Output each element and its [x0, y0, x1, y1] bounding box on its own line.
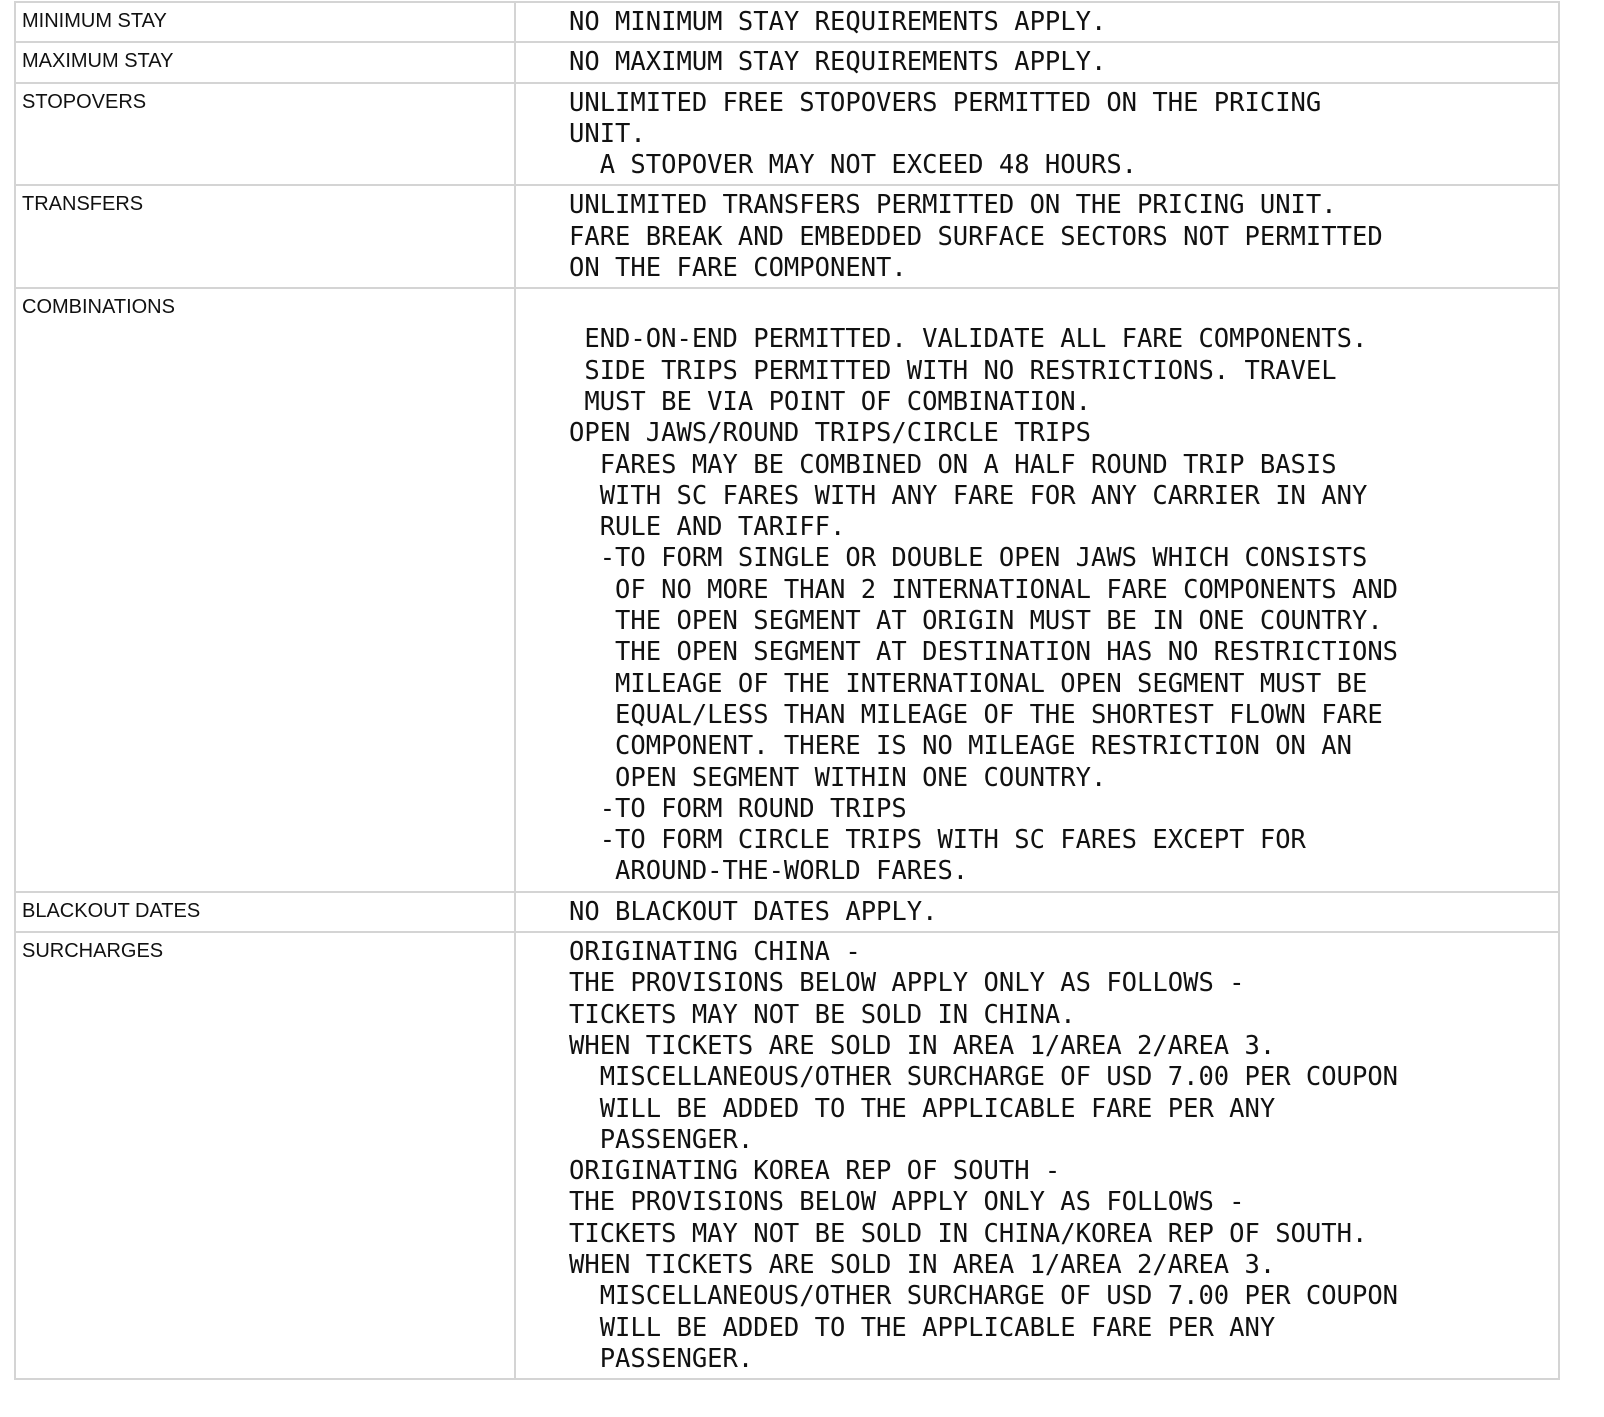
rule-line: EQUAL/LESS THAN MILEAGE OF THE SHORTEST FLOWN FARE	[569, 699, 1383, 730]
rule-lines	[569, 47, 1558, 78]
rule-line: OPEN SEGMENT WITHIN ONE COUNTRY.	[569, 762, 1107, 793]
rule-line: UNIT.	[569, 118, 646, 149]
rule-text	[515, 288, 1559, 891]
rule-row-minimum-stay	[15, 2, 1559, 42]
rule-line: COMPONENT. THERE IS NO MILEAGE RESTRICTION ON AN	[569, 731, 1352, 762]
rule-line: TICKETS MAY NOT BE SOLD IN CHINA.	[569, 999, 1076, 1030]
rule-line: PASSENGER.	[569, 1343, 754, 1374]
rule-line: WITH SC FARES WITH ANY FARE FOR ANY CARRIER IN ANY	[569, 480, 1368, 511]
rule-lines	[569, 293, 1558, 887]
rule-line: THE PROVISIONS BELOW APPLY ONLY AS FOLLOWS -	[569, 968, 1245, 999]
rule-lines	[569, 7, 1558, 38]
rule-text	[515, 185, 1559, 288]
rule-line: -TO FORM ROUND TRIPS	[569, 793, 907, 824]
rule-line: THE OPEN SEGMENT AT ORIGIN MUST BE IN ONE COUNTRY.	[569, 606, 1383, 637]
rule-line: MISCELLANEOUS/OTHER SURCHARGE OF USD 7.00 PER COUPON	[569, 1281, 1399, 1312]
rule-row-transfers	[15, 185, 1559, 288]
rule-line: WHEN TICKETS ARE SOLD IN AREA 1/AREA 2/AREA 3.	[569, 1030, 1276, 1061]
rule-line: MILEAGE OF THE INTERNATIONAL OPEN SEGMENT MUST BE	[569, 668, 1368, 699]
rule-line: UNLIMITED FREE STOPOVERS PERMITTED ON THE PRICING	[569, 87, 1322, 118]
rule-line: UNLIMITED TRANSFERS PERMITTED ON THE PRICING UNIT.	[569, 190, 1337, 221]
rule-line: NO MINIMUM STAY REQUIREMENTS APPLY.	[569, 7, 1107, 37]
rule-line: RULE AND TARIFF.	[569, 512, 846, 543]
rule-label: SURCHARGES	[15, 932, 515, 1379]
rule-label: MINIMUM STAY	[15, 2, 515, 42]
rule-line: FARES MAY BE COMBINED ON A HALF ROUND TRIP BASIS	[569, 449, 1337, 480]
rule-line: OPEN JAWS/ROUND TRIPS/CIRCLE TRIPS	[569, 418, 1091, 449]
rule-row-blackout-dates	[15, 892, 1559, 932]
rule-line: ORIGINATING KOREA REP OF SOUTH -	[569, 1156, 1061, 1187]
rule-label: TRANSFERS	[15, 185, 515, 288]
rule-lines	[569, 88, 1558, 182]
rule-line: NO BLACKOUT DATES APPLY.	[569, 896, 938, 927]
rule-line: THE OPEN SEGMENT AT DESTINATION HAS NO RESTRICTIONS	[569, 637, 1399, 668]
rule-line: OF NO MORE THAN 2 INTERNATIONAL FARE COMPONENTS AND	[569, 574, 1399, 605]
rule-line: MUST BE VIA POINT OF COMBINATION.	[569, 386, 1091, 417]
rule-line: WILL BE ADDED TO THE APPLICABLE FARE PER ANY	[569, 1312, 1276, 1343]
fare-rules-table	[14, 1, 1560, 1380]
rule-row-combinations	[15, 288, 1559, 891]
rule-label: COMBINATIONS	[15, 288, 515, 891]
rule-line: SIDE TRIPS PERMITTED WITH NO RESTRICTIONS. TRAVEL	[569, 355, 1337, 386]
rule-text	[515, 83, 1559, 186]
rule-line: END-ON-END PERMITTED. VALIDATE ALL FARE COMPONENTS.	[569, 324, 1368, 355]
rule-line: -TO FORM SINGLE OR DOUBLE OPEN JAWS WHICH CONSISTS	[569, 543, 1368, 574]
rule-line: THE PROVISIONS BELOW APPLY ONLY AS FOLLOWS -	[569, 1187, 1245, 1218]
rule-line: WILL BE ADDED TO THE APPLICABLE FARE PER ANY	[569, 1093, 1276, 1124]
rule-line: -TO FORM CIRCLE TRIPS WITH SC FARES EXCEPT FOR	[569, 825, 1306, 856]
rule-line: AROUND-THE-WORLD FARES.	[569, 856, 969, 887]
rule-lines	[569, 897, 1558, 928]
rule-line: ON THE FARE COMPONENT.	[569, 253, 907, 284]
rule-line: FARE BREAK AND EMBEDDED SURFACE SECTORS NOT PERMITTED	[569, 221, 1383, 252]
rule-text	[515, 892, 1559, 932]
rule-text	[515, 2, 1559, 42]
rule-lines	[569, 190, 1558, 284]
rule-line: PASSENGER.	[569, 1124, 754, 1155]
rule-row-surcharges	[15, 932, 1559, 1379]
rule-lines	[569, 937, 1558, 1375]
rule-label: MAXIMUM STAY	[15, 42, 515, 82]
rule-label: STOPOVERS	[15, 83, 515, 186]
rule-line: ORIGINATING CHINA -	[569, 937, 861, 968]
rule-line: TICKETS MAY NOT BE SOLD IN CHINA/KOREA REP OF SOUTH.	[569, 1218, 1368, 1249]
rule-text	[515, 932, 1559, 1379]
rule-line: WHEN TICKETS ARE SOLD IN AREA 1/AREA 2/AREA 3.	[569, 1249, 1276, 1280]
rule-line: MISCELLANEOUS/OTHER SURCHARGE OF USD 7.00 PER COUPON	[569, 1062, 1399, 1093]
rule-text	[515, 42, 1559, 82]
rule-row-stopovers	[15, 83, 1559, 186]
rule-line: NO MAXIMUM STAY REQUIREMENTS APPLY.	[569, 47, 1107, 78]
rule-line: A STOPOVER MAY NOT EXCEED 48 HOURS.	[569, 150, 1138, 181]
rule-row-maximum-stay	[15, 42, 1559, 82]
rule-label: BLACKOUT DATES	[15, 892, 515, 932]
